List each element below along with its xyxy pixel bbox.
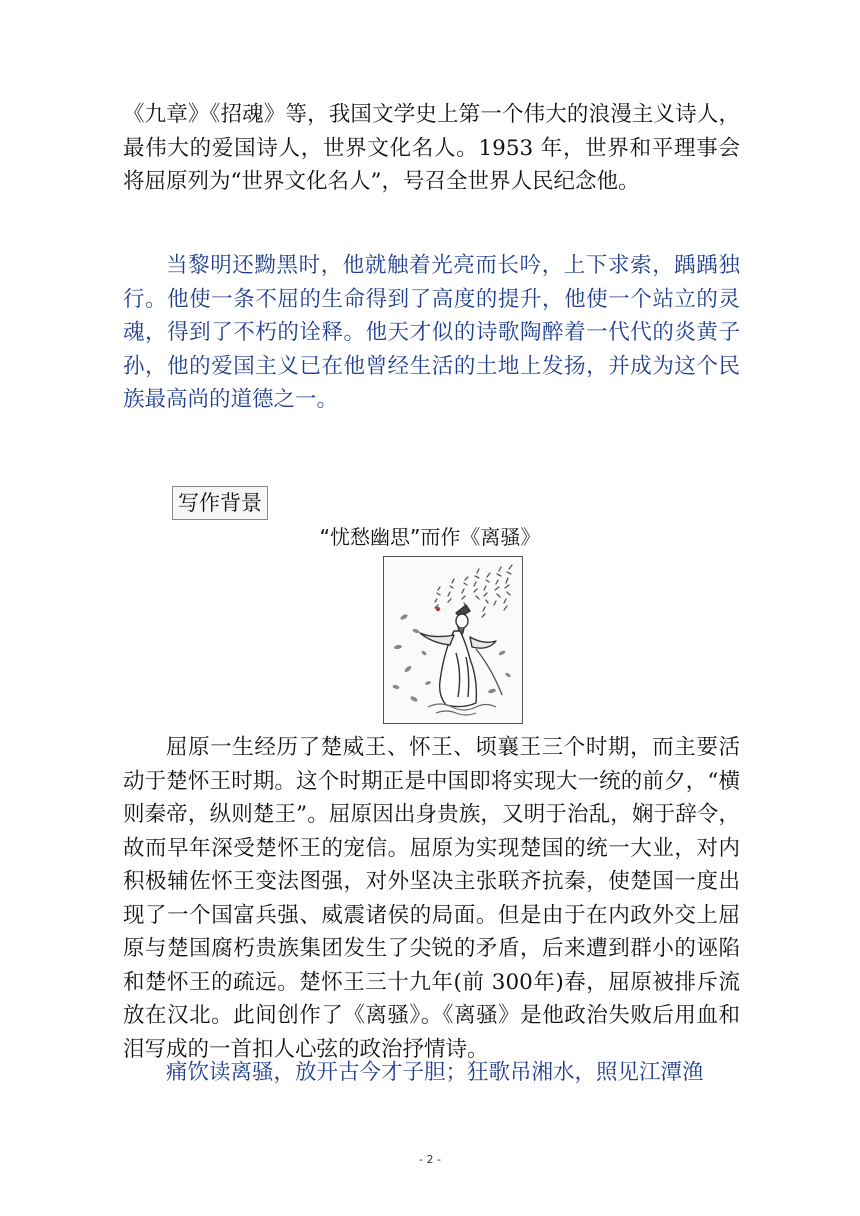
qu-yuan-portrait [383,556,523,724]
section-subtitle: “忧愁幽思”而作《离骚》 [319,525,541,549]
intro-paragraph: 《九章》《招魂》等，我国文学史上第一个伟大的浪漫主义诗人，最伟大的爱国诗人，世界文化名人。1953 年，世界和平理事会将屈原列为“世界文化名人”，号召全世界人民纪念他。 [123,102,740,194]
section-label: 写作背景 [172,486,268,520]
tribute-paragraph: 当黎明还黝黑时，他就触着光亮而长吟，上下求索，踽踽独行。他使一条不屈的生命得到了高度的提升，他使一个站立的灵魂，得到了不朽的诠释。他天才似的诗歌陶醉着一代代的炎黄子孙，他的爱国主义已在他曾经生活的土地上发扬，并成为这个民族最高尚的道德之一。 [123,253,740,412]
qu-yuan-ink-painting-icon [384,557,522,723]
closing-paragraph: 痛饮读离骚，放开古今才子胆；狂歌吊湘水，照见江潭渔 [166,1060,704,1085]
background-paragraph: 屈原一生经历了楚威王、怀王、顷襄王三个时期，而主要活动于楚怀王时期。这个时期正是中国即将实现大一统的前夕，“横则秦帝，纵则楚王”。屈原因出身贵族，又明于治乱，娴于辞令，故而早年深受楚怀王的宠信。屈原为实现楚国的统一大业，对内积极辅佐怀王变法图强，对外坚决主张联齐抗秦，使楚国一度出现了一个国富兵强、威震诸侯的局面。但是由于在内政外交上屈原与楚国腐朽贵族集团发生了尖锐的矛盾，后来遭到群小的诬陷和楚怀王的疏远。楚怀王三十九年(前 300年)春，屈原被排斥流放在汉北。此间创作了《离骚》。《离骚》是他政治失败后用血和泪写成的一首扣人心弦的政治抒情诗。 [123,735,740,1062]
page-number: - 2 - [419,1153,441,1166]
